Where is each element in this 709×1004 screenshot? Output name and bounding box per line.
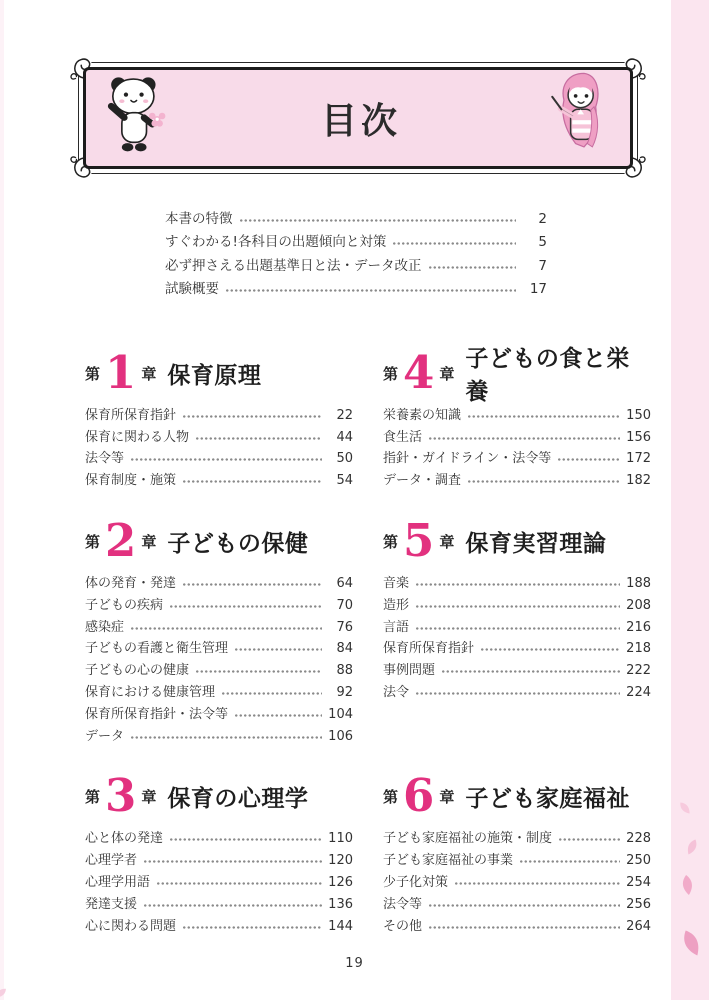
toc-entry-label: 子どもの心の健康 (85, 663, 190, 679)
toc-entry-page: 17 (529, 281, 547, 297)
toc-entry-label: 子ども家庭福祉の施策・制度 (383, 831, 553, 847)
toc-entry-label: 保育制度・施策 (85, 473, 177, 489)
chapter-number: 4 (403, 345, 435, 399)
toc-entry-label: 必ず押さえる出題基準日と法・データ改正 (165, 257, 422, 274)
chapter-1-block (85, 345, 353, 489)
toc-entry-page: 92 (336, 684, 353, 700)
sakura-petal-icon (679, 874, 696, 900)
page-title: 目次 (320, 100, 401, 142)
panda-mascot-icon (98, 70, 172, 166)
dot-leader (519, 860, 620, 863)
toc-entry-page: 156 (626, 429, 651, 445)
chapter-suffix: 章 (141, 532, 157, 551)
toc-entry-page: 110 (328, 831, 353, 847)
toc-entry-label: 事例問題 (383, 663, 436, 679)
toc-entry (383, 678, 651, 700)
dot-leader (428, 926, 620, 929)
dot-leader (130, 627, 322, 630)
chapter-suffix: 章 (439, 788, 455, 807)
right-edge-strip (671, 0, 709, 1000)
chapter-title: 子ども家庭福祉 (465, 786, 630, 813)
dot-leader (182, 480, 322, 483)
toc-entry-label: 音楽 (383, 575, 410, 591)
dot-leader (195, 437, 322, 440)
toc-entry-label: 言語 (383, 619, 410, 635)
toc-entry (383, 656, 651, 678)
toc-entry (85, 846, 353, 868)
toc-entry (165, 203, 547, 227)
toc-entry-page: 144 (328, 918, 353, 934)
toc-entry-page: 228 (626, 831, 651, 847)
toc-entry-label: 造形 (383, 597, 410, 613)
dot-leader (169, 838, 322, 841)
toc-entry-label: 子どもの疾病 (85, 597, 164, 613)
left-edge-strip (0, 0, 4, 1000)
dot-leader (195, 670, 322, 673)
toc-entry-label: 栄養素の知識 (383, 407, 462, 423)
toc-entry (85, 700, 353, 722)
dot-leader (392, 242, 516, 245)
sakura-petal-icon (679, 800, 691, 820)
toc-entry-label: その他 (383, 918, 423, 934)
chapter-4-heading (383, 345, 651, 405)
toc-entry-label: 心理学用語 (85, 874, 151, 890)
toc-entry (85, 825, 353, 847)
chapter-prefix: 第 (383, 532, 399, 551)
dot-leader (234, 714, 322, 717)
page-number: 19 (345, 956, 364, 971)
toc-entry (85, 890, 353, 912)
toc-entry (165, 250, 547, 274)
dot-leader (557, 458, 620, 461)
chapter-3-block (85, 769, 353, 934)
toc-entry-page: 208 (626, 597, 651, 613)
toc-entry-label: 保育所保育指針 (383, 641, 475, 657)
dot-leader (143, 904, 322, 907)
dot-leader (130, 736, 322, 739)
toc-entry-page: 106 (328, 728, 353, 744)
toc-entry-page: 150 (626, 407, 651, 423)
dot-leader (239, 219, 517, 222)
toc-entry (383, 569, 651, 591)
toc-entry-label: 子ども家庭福祉の事業 (383, 853, 514, 869)
toc-entry-page: 222 (626, 663, 651, 679)
dot-leader (225, 289, 516, 292)
toc-entry-page: 2 (538, 210, 547, 227)
toc-entry-page: 216 (626, 619, 651, 635)
toc-entry-label: 保育に関わる人物 (85, 429, 190, 445)
chapter-number: 2 (105, 514, 137, 568)
toc-entry (383, 912, 651, 934)
teacher-mascot-icon (550, 70, 618, 166)
dot-leader (415, 692, 620, 695)
toc-entry-label: データ (85, 728, 125, 744)
toc-entry-label: 本書の特徴 (165, 210, 233, 227)
chapter-prefix: 第 (85, 788, 101, 807)
dot-leader (454, 882, 620, 885)
toc-entry-label: 心と体の発達 (85, 831, 164, 847)
toc-entry (383, 825, 651, 847)
chapter-suffix: 章 (141, 788, 157, 807)
toc-entry-page: 104 (328, 706, 353, 722)
toc-entry-page: 254 (626, 874, 651, 890)
toc-entry (85, 445, 353, 467)
chapter-title: 保育実習理論 (465, 530, 607, 557)
toc-entry (85, 635, 353, 657)
toc-entry-label: すぐわかる!各科目の出題傾向と対策 (165, 234, 387, 250)
toc-entry-page: 7 (538, 257, 547, 274)
dot-leader (156, 882, 322, 885)
toc-entry-label: 発達支援 (85, 896, 138, 912)
sakura-petal-icon (0, 985, 8, 1004)
chapter-prefix: 第 (383, 364, 399, 383)
toc-entry-page: 218 (626, 641, 651, 657)
chapter-suffix: 章 (439, 532, 455, 551)
chapter-title: 子どもの保健 (167, 530, 309, 557)
chapter-suffix: 章 (141, 364, 157, 383)
dot-leader (130, 458, 322, 461)
chapter-4-block (383, 345, 651, 489)
toc-entry-label: 少子化対策 (383, 874, 449, 890)
toc-entry-label: 法令 (383, 684, 410, 700)
toc-entry (383, 613, 651, 635)
toc-entry-label: データ・調査 (383, 473, 462, 489)
toc-entry (85, 423, 353, 445)
title-banner (78, 62, 638, 174)
toc-entry-label: 法令等 (85, 451, 125, 467)
toc-entry-page: 250 (626, 853, 651, 869)
toc-entry (383, 890, 651, 912)
dot-leader (143, 860, 322, 863)
banner-inner (83, 67, 633, 169)
chapter-3-heading (85, 769, 353, 823)
chapter-prefix: 第 (85, 364, 101, 383)
toc-entry-page: 84 (336, 641, 353, 657)
chapter-title: 子どもの食と栄養 (465, 346, 630, 405)
toc-entry-label: 指針・ガイドライン・法令等 (383, 451, 552, 467)
chapter-number: 3 (105, 769, 137, 823)
dot-leader (428, 266, 517, 269)
toc-entry-page: 50 (336, 451, 353, 467)
dot-leader (415, 605, 620, 608)
chapter-2-block (85, 514, 353, 744)
toc-entry-label: 法令等 (383, 896, 423, 912)
toc-entry (383, 591, 651, 613)
chapter-number: 5 (403, 514, 435, 568)
toc-entry-page: 188 (626, 575, 651, 591)
toc-entry-page: 256 (626, 896, 651, 912)
toc-entry-page: 54 (336, 473, 353, 489)
toc-entry-page: 5 (538, 234, 547, 250)
chapter-2-heading (85, 514, 353, 568)
dot-leader (480, 648, 620, 651)
dot-leader (182, 583, 322, 586)
dot-leader (234, 648, 322, 651)
dot-leader (428, 904, 620, 907)
chapter-title: 保育の心理学 (167, 786, 309, 813)
toc-entry (383, 846, 651, 868)
dot-leader (415, 627, 620, 630)
toc-entry-label: 心に関わる問題 (85, 918, 177, 934)
toc-entry-page: 76 (336, 619, 353, 635)
chapter-6-heading (383, 769, 651, 823)
sakura-petal-icon (685, 838, 699, 860)
toc-entry (383, 445, 651, 467)
dot-leader (467, 415, 620, 418)
dot-leader (558, 838, 620, 841)
toc-entry-page: 126 (328, 874, 353, 890)
chapter-5-block (383, 514, 651, 700)
toc-entry-page: 22 (336, 407, 353, 423)
toc-entry (165, 227, 547, 251)
toc-entry (85, 569, 353, 591)
dot-leader (428, 437, 620, 440)
dot-leader (169, 605, 322, 608)
toc-entry-page: 64 (336, 575, 353, 591)
toc-entry-label: 試験概要 (165, 281, 219, 297)
front-matter-list (165, 203, 547, 297)
toc-entry (85, 678, 353, 700)
toc-entry (85, 656, 353, 678)
toc-entry-page: 264 (626, 918, 651, 934)
toc-entry-page: 136 (328, 896, 353, 912)
chapter-number: 1 (105, 345, 137, 399)
toc-entry-label: 子どもの看護と衛生管理 (85, 641, 229, 657)
toc-entry (85, 613, 353, 635)
toc-entry (85, 912, 353, 934)
dot-leader (415, 583, 620, 586)
toc-entry-page: 70 (336, 597, 353, 613)
toc-entry-page: 172 (626, 451, 651, 467)
chapters-grid (85, 345, 651, 934)
toc-entry (383, 423, 651, 445)
toc-entry-page: 182 (626, 473, 651, 489)
toc-entry (85, 401, 353, 423)
chapter-1-heading (85, 345, 353, 399)
dot-leader (467, 480, 620, 483)
chapter-5-heading (383, 514, 651, 568)
chapter-suffix: 章 (439, 364, 455, 383)
toc-entry-page: 224 (626, 684, 651, 700)
toc-entry-label: 保育所保育指針 (85, 407, 177, 423)
chapter-number: 6 (403, 769, 435, 823)
chapter-title: 保育原理 (167, 362, 262, 389)
toc-entry (85, 466, 353, 488)
toc-entry-label: 体の発育・発達 (85, 575, 177, 591)
toc-entry-label: 保育所保育指針・法令等 (85, 706, 229, 722)
toc-entry-label: 心理学者 (85, 853, 138, 869)
dot-leader (441, 670, 620, 673)
toc-entry (383, 466, 651, 488)
toc-entry (165, 274, 547, 298)
toc-entry (383, 635, 651, 657)
toc-entry-page: 120 (328, 853, 353, 869)
dot-leader (182, 415, 322, 418)
toc-entry (85, 591, 353, 613)
chapter-6-block (383, 769, 651, 934)
toc-entry (85, 722, 353, 744)
chapter-prefix: 第 (383, 788, 399, 807)
toc-entry-label: 食生活 (383, 429, 423, 445)
toc-entry-page: 88 (336, 663, 353, 679)
dot-leader (182, 926, 322, 929)
toc-entry-label: 保育における健康管理 (85, 684, 216, 700)
toc-entry-page: 44 (336, 429, 353, 445)
toc-entry (85, 868, 353, 890)
chapter-prefix: 第 (85, 532, 101, 551)
toc-entry (383, 868, 651, 890)
dot-leader (221, 692, 322, 695)
toc-entry-label: 感染症 (85, 619, 125, 635)
